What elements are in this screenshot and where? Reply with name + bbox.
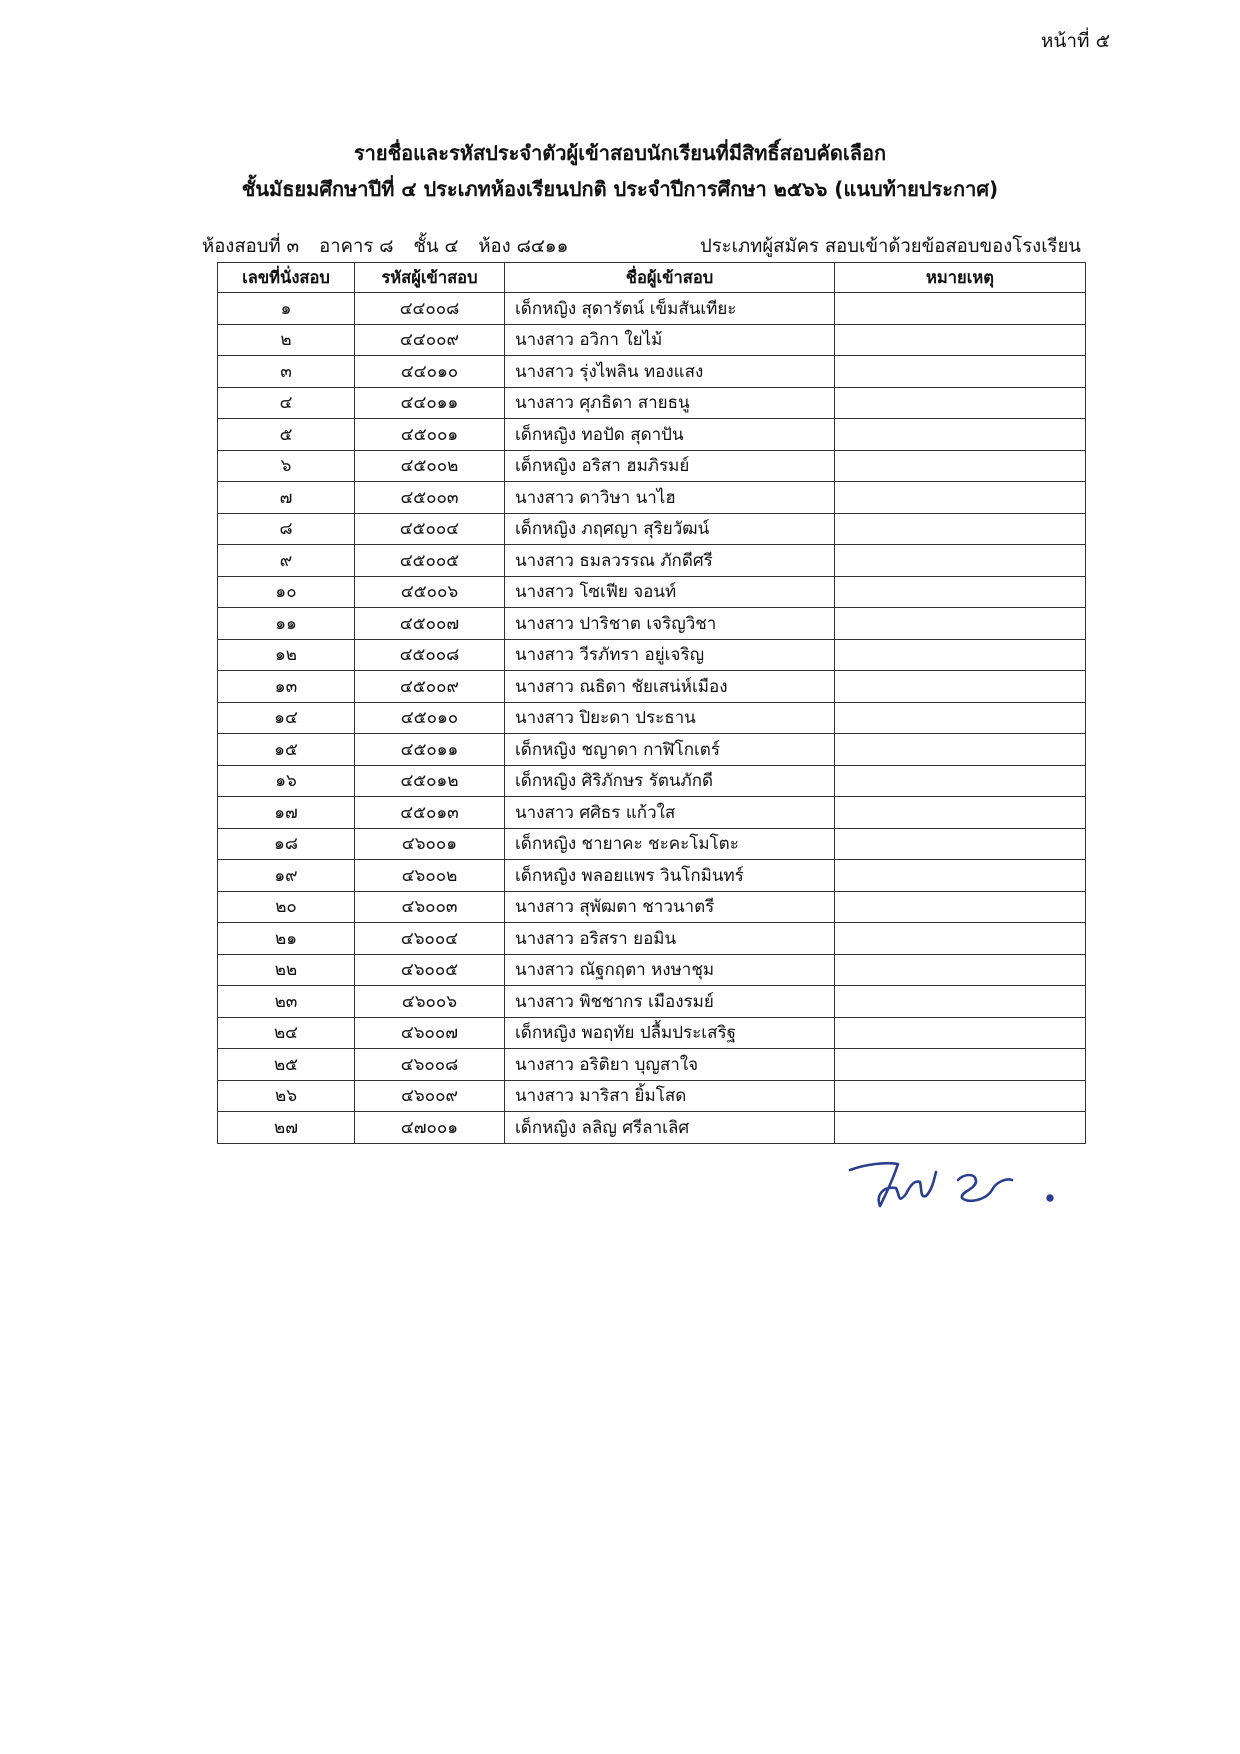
examinee-name-cell: นางสาว อริสรา ยอมิน bbox=[505, 923, 835, 955]
table-row bbox=[218, 324, 1086, 356]
remarks-cell bbox=[835, 1049, 1086, 1081]
remarks-cell bbox=[835, 797, 1086, 829]
examinee-code-cell: ๔๕๐๑๐ bbox=[355, 702, 505, 734]
table-row bbox=[218, 891, 1086, 923]
examinee-name-cell: เด็กหญิง พลอยแพร วินโกมินทร์ bbox=[505, 860, 835, 892]
remarks-cell bbox=[835, 923, 1086, 955]
seat-number-cell: ๑๓ bbox=[218, 671, 355, 703]
floor: ชั้น ๔ bbox=[413, 236, 459, 257]
examinee-code-cell: ๔๔๐๑๑ bbox=[355, 387, 505, 419]
table-row bbox=[218, 356, 1086, 388]
header-remarks: หมายเหตุ bbox=[835, 263, 1086, 293]
roster-table bbox=[217, 262, 1086, 1144]
seat-number-cell: ๖ bbox=[218, 450, 355, 482]
remarks-cell bbox=[835, 356, 1086, 388]
seat-number-cell: ๒๒ bbox=[218, 954, 355, 986]
seat-number-cell: ๑ bbox=[218, 293, 355, 325]
examinee-code-cell: ๔๔๐๑๐ bbox=[355, 356, 505, 388]
table-row bbox=[218, 293, 1086, 325]
document-title-line-1: รายชื่อและรหัสประจำตัวผู้เข้าสอบนักเรียนที่มีสิทธิ์สอบคัดเลือก bbox=[353, 141, 887, 165]
examinee-code-cell: ๔๕๐๐๔ bbox=[355, 513, 505, 545]
examinee-name-cell: นางสาว ปาริชาต เจริญวิชา bbox=[505, 608, 835, 640]
table-row bbox=[218, 1080, 1086, 1112]
table-row bbox=[218, 797, 1086, 829]
table-row bbox=[218, 513, 1086, 545]
table-row bbox=[218, 1049, 1086, 1081]
table-row bbox=[218, 419, 1086, 451]
remarks-cell bbox=[835, 639, 1086, 671]
examinee-code-cell: ๔๕๐๐๘ bbox=[355, 639, 505, 671]
remarks-cell bbox=[835, 734, 1086, 766]
remarks-cell bbox=[835, 293, 1086, 325]
examinee-code-cell: ๔๖๐๐๓ bbox=[355, 891, 505, 923]
remarks-cell bbox=[835, 1017, 1086, 1049]
remarks-cell bbox=[835, 1112, 1086, 1144]
remarks-cell bbox=[835, 702, 1086, 734]
examinee-code-cell: ๔๕๐๑๓ bbox=[355, 797, 505, 829]
seat-number-cell: ๑๒ bbox=[218, 639, 355, 671]
table-row bbox=[218, 545, 1086, 577]
examinee-code-cell: ๔๔๐๐๙ bbox=[355, 324, 505, 356]
examinee-code-cell: ๔๖๐๐๒ bbox=[355, 860, 505, 892]
seat-number-cell: ๒๓ bbox=[218, 986, 355, 1018]
examinee-name-cell: นางสาว ศศิธร แก้วใส bbox=[505, 797, 835, 829]
examinee-code-cell: ๔๖๐๐๗ bbox=[355, 1017, 505, 1049]
examinee-name-cell: นางสาว ดาวิษา นาไฮ bbox=[505, 482, 835, 514]
seat-number-cell: ๒๗ bbox=[218, 1112, 355, 1144]
seat-number-cell: ๑๔ bbox=[218, 702, 355, 734]
table-row bbox=[218, 1112, 1086, 1144]
seat-number-cell: ๑๙ bbox=[218, 860, 355, 892]
document-title-line-2: ชั้นมัธยมศึกษาปีที่ ๔ ประเภทห้องเรียนปกติ ประจำปีการศึกษา ๒๕๖๖ (แนบท้ายประกาศ) bbox=[241, 177, 999, 201]
seat-number-cell: ๑๕ bbox=[218, 734, 355, 766]
seat-number-cell: ๘ bbox=[218, 513, 355, 545]
table-header-row bbox=[218, 263, 1086, 293]
seat-number-cell: ๒ bbox=[218, 324, 355, 356]
remarks-cell bbox=[835, 986, 1086, 1018]
remarks-cell bbox=[835, 891, 1086, 923]
seat-number-cell: ๑๘ bbox=[218, 828, 355, 860]
examinee-name-cell: เด็กหญิง สุดารัตน์ เข็มสันเทียะ bbox=[505, 293, 835, 325]
building: อาคาร ๘ bbox=[319, 236, 394, 257]
examinee-code-cell: ๔๖๐๐๙ bbox=[355, 1080, 505, 1112]
remarks-cell bbox=[835, 765, 1086, 797]
table-row bbox=[218, 639, 1086, 671]
examinee-name-cell: นางสาว มาริสา ยิ้มโสด bbox=[505, 1080, 835, 1112]
examinee-name-cell: เด็กหญิง ภฤศญา สุริยวัฒน์ bbox=[505, 513, 835, 545]
room: ห้อง ๘๔๑๑ bbox=[478, 236, 569, 257]
examinee-name-cell: เด็กหญิง ลลิญ ศรีลาเลิศ bbox=[505, 1112, 835, 1144]
table-row bbox=[218, 702, 1086, 734]
examinee-name-cell: นางสาว โซเฟีย จอนท์ bbox=[505, 576, 835, 608]
table-row bbox=[218, 671, 1086, 703]
header-examinee-code: รหัสผู้เข้าสอบ bbox=[355, 263, 505, 293]
examinee-name-cell: เด็กหญิง อริสา ฮมภิรมย์ bbox=[505, 450, 835, 482]
examinee-name-cell: นางสาว ณธิดา ชัยเสน่ห์เมือง bbox=[505, 671, 835, 703]
seat-number-cell: ๒๔ bbox=[218, 1017, 355, 1049]
table-row bbox=[218, 450, 1086, 482]
examinee-code-cell: ๔๕๐๑๒ bbox=[355, 765, 505, 797]
examinee-code-cell: ๔๖๐๐๘ bbox=[355, 1049, 505, 1081]
examinee-code-cell: ๔๖๐๐๖ bbox=[355, 986, 505, 1018]
seat-number-cell: ๒๕ bbox=[218, 1049, 355, 1081]
examinee-name-cell: เด็กหญิง ศิริภักษร รัตนภักดี bbox=[505, 765, 835, 797]
table-row bbox=[218, 923, 1086, 955]
seat-number-cell: ๒๖ bbox=[218, 1080, 355, 1112]
remarks-cell bbox=[835, 576, 1086, 608]
examinee-code-cell: ๔๕๐๐๙ bbox=[355, 671, 505, 703]
examinee-name-cell: นางสาว วีรภัทรา อยู่เจริญ bbox=[505, 639, 835, 671]
remarks-cell bbox=[835, 482, 1086, 514]
remarks-cell bbox=[835, 671, 1086, 703]
examinee-name-cell: นางสาว รุ่งไพลิน ทองแสง bbox=[505, 356, 835, 388]
page-number: หน้าที่ ๕ bbox=[1040, 30, 1110, 52]
room-info bbox=[202, 232, 1102, 261]
remarks-cell bbox=[835, 513, 1086, 545]
exam-room: ห้องสอบที่ ๓ bbox=[202, 236, 300, 257]
examinee-name-cell: นางสาว พิชชากร เมืองรมย์ bbox=[505, 986, 835, 1018]
seat-number-cell: ๑๖ bbox=[218, 765, 355, 797]
applicant-type: ประเภทผู้สมัคร สอบเข้าด้วยข้อสอบของโรงเรียน bbox=[700, 236, 1081, 257]
table-row bbox=[218, 608, 1086, 640]
examinee-name-cell: เด็กหญิง ทอปัด สุดาปัน bbox=[505, 419, 835, 451]
examinee-name-cell: นางสาว อวิกา ใยไม้ bbox=[505, 324, 835, 356]
seat-number-cell: ๙ bbox=[218, 545, 355, 577]
remarks-cell bbox=[835, 545, 1086, 577]
examinee-code-cell: ๔๖๐๐๑ bbox=[355, 828, 505, 860]
remarks-cell bbox=[835, 608, 1086, 640]
remarks-cell bbox=[835, 1080, 1086, 1112]
seat-number-cell: ๑๑ bbox=[218, 608, 355, 640]
examinee-name-cell: เด็กหญิง ชายาคะ ชะคะโมโตะ bbox=[505, 828, 835, 860]
examinee-code-cell: ๔๔๐๐๘ bbox=[355, 293, 505, 325]
table-row bbox=[218, 954, 1086, 986]
remarks-cell bbox=[835, 828, 1086, 860]
remarks-cell bbox=[835, 860, 1086, 892]
header-examinee-name: ชื่อผู้เข้าสอบ bbox=[505, 263, 835, 293]
examinee-code-cell: ๔๕๐๐๓ bbox=[355, 482, 505, 514]
remarks-cell bbox=[835, 450, 1086, 482]
seat-number-cell: ๗ bbox=[218, 482, 355, 514]
examinee-code-cell: ๔๕๐๐๑ bbox=[355, 419, 505, 451]
seat-number-cell: ๓ bbox=[218, 356, 355, 388]
table-row bbox=[218, 387, 1086, 419]
roster-body bbox=[218, 293, 1086, 1144]
handwritten-signature bbox=[836, 1150, 1066, 1220]
examinee-name-cell: เด็กหญิง ชญาดา กาฬิโกเตร์ bbox=[505, 734, 835, 766]
header-seat-number: เลขที่นั่งสอบ bbox=[218, 263, 355, 293]
table-row bbox=[218, 986, 1086, 1018]
remarks-cell bbox=[835, 387, 1086, 419]
examinee-code-cell: ๔๖๐๐๔ bbox=[355, 923, 505, 955]
seat-number-cell: ๒๐ bbox=[218, 891, 355, 923]
remarks-cell bbox=[835, 954, 1086, 986]
examinee-code-cell: ๔๕๐๐๕ bbox=[355, 545, 505, 577]
examinee-code-cell: ๔๖๐๐๕ bbox=[355, 954, 505, 986]
seat-number-cell: ๔ bbox=[218, 387, 355, 419]
examinee-code-cell: ๔๕๐๐๖ bbox=[355, 576, 505, 608]
remarks-cell bbox=[835, 419, 1086, 451]
examinee-name-cell: นางสาว ศุภธิดา สายธนู bbox=[505, 387, 835, 419]
table-row bbox=[218, 734, 1086, 766]
examinee-name-cell: เด็กหญิง พอฤทัย ปลื้มประเสริฐ bbox=[505, 1017, 835, 1049]
examinee-name-cell: นางสาว ธมลวรรณ ภักดีศรี bbox=[505, 545, 835, 577]
examinee-name-cell: นางสาว ณัฐกฤตา หงษาชุม bbox=[505, 954, 835, 986]
table-row bbox=[218, 765, 1086, 797]
seat-number-cell: ๕ bbox=[218, 419, 355, 451]
examinee-code-cell: ๔๕๐๑๑ bbox=[355, 734, 505, 766]
examinee-name-cell: นางสาว สุพัฒตา ชาวนาตรี bbox=[505, 891, 835, 923]
table-row bbox=[218, 576, 1086, 608]
examinee-code-cell: ๔๕๐๐๒ bbox=[355, 450, 505, 482]
seat-number-cell: ๑๗ bbox=[218, 797, 355, 829]
examinee-name-cell: นางสาว อริติยา บุญสาใจ bbox=[505, 1049, 835, 1081]
examinee-name-cell: นางสาว ปิยะดา ประธาน bbox=[505, 702, 835, 734]
table-row bbox=[218, 860, 1086, 892]
table-row bbox=[218, 1017, 1086, 1049]
remarks-cell bbox=[835, 324, 1086, 356]
seat-number-cell: ๑๐ bbox=[218, 576, 355, 608]
seat-number-cell: ๒๑ bbox=[218, 923, 355, 955]
table-row bbox=[218, 482, 1086, 514]
table-row bbox=[218, 828, 1086, 860]
examinee-code-cell: ๔๗๐๐๑ bbox=[355, 1112, 505, 1144]
examinee-code-cell: ๔๕๐๐๗ bbox=[355, 608, 505, 640]
